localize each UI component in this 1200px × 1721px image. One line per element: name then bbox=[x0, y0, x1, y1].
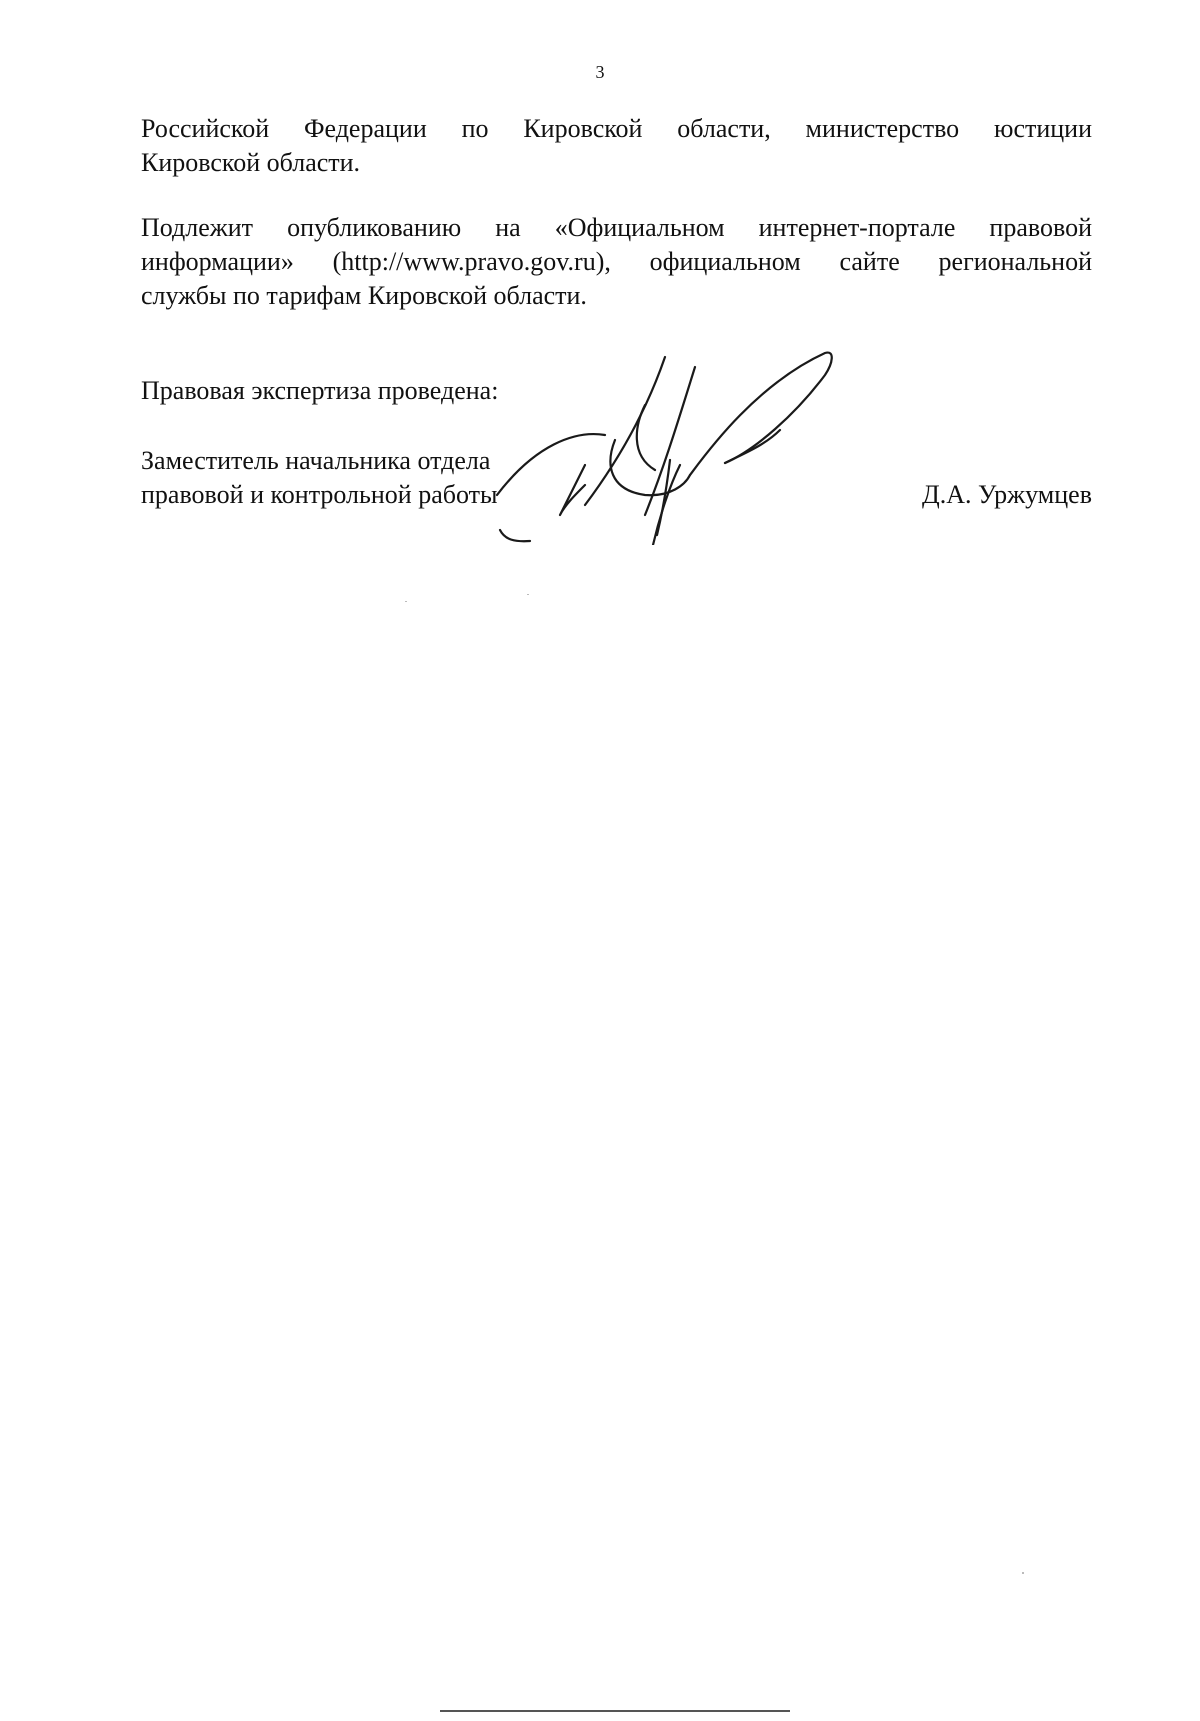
signer-name: Д.А. Уржумцев bbox=[922, 480, 1092, 509]
handwritten-signature-icon bbox=[495, 345, 855, 545]
bottom-edge-line bbox=[440, 1710, 790, 1712]
paragraph-line: Подлежит опубликованию на «Официальном интернет-портале правовой bbox=[141, 213, 1092, 242]
paragraph-publication bbox=[141, 211, 1092, 313]
signer-position bbox=[141, 444, 497, 512]
page-number: 3 bbox=[595, 62, 605, 82]
paragraph-line: информации» (http://www.pravo.gov.ru), официальном сайте региональной bbox=[141, 247, 1092, 276]
position-line: Заместитель начальника отдела bbox=[141, 446, 491, 475]
position-line: правовой и контрольной работы bbox=[141, 480, 498, 509]
scan-speck bbox=[527, 594, 529, 595]
paragraph-distribution bbox=[141, 112, 1092, 180]
scan-speck bbox=[405, 601, 407, 602]
paragraph-line: Российской Федерации по Кировской области, министерство юстиции bbox=[141, 114, 1092, 143]
expertise-label: Правовая экспертиза проведена: bbox=[141, 376, 499, 405]
paragraph-line: службы по тарифам Кировской области. bbox=[141, 281, 587, 310]
paragraph-line: Кировской области. bbox=[141, 148, 361, 177]
scan-speck bbox=[1022, 1572, 1024, 1574]
